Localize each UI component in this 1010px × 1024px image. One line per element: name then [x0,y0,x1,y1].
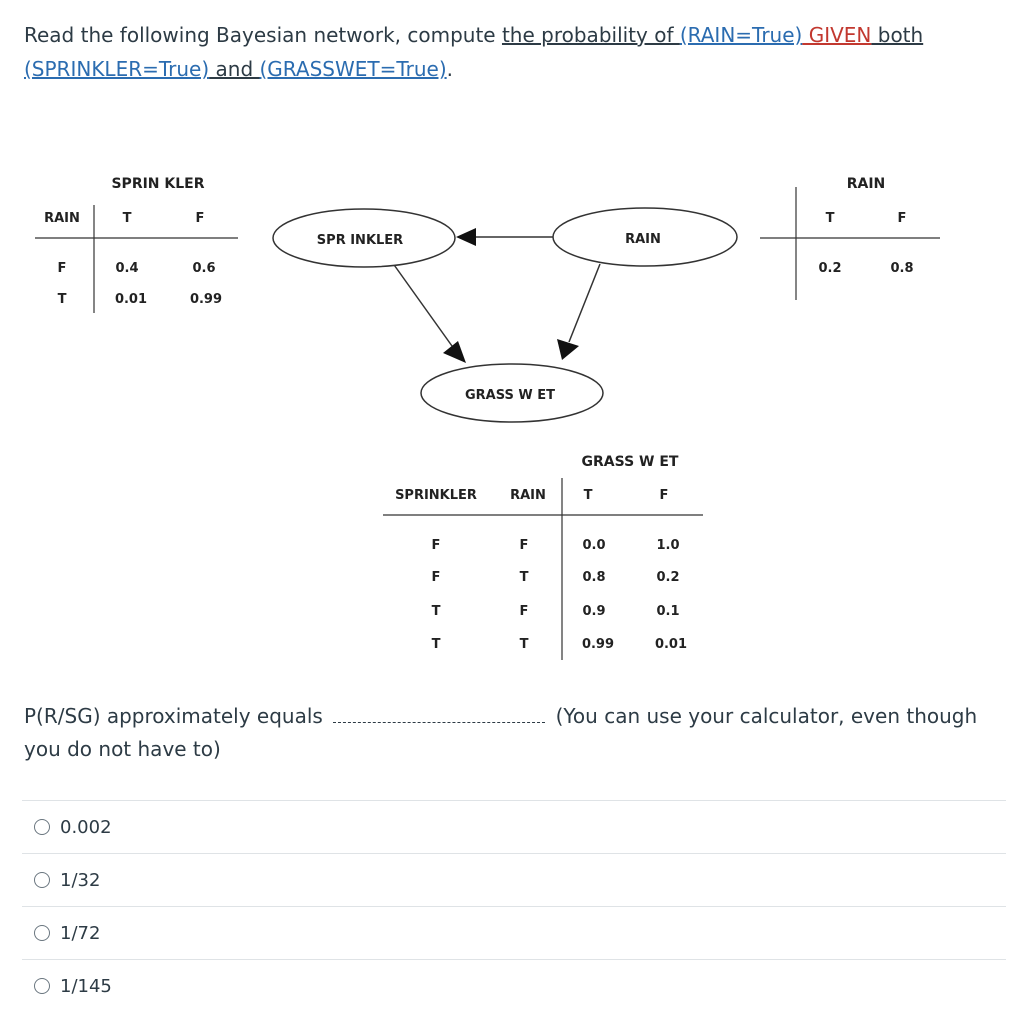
node-grasswet [421,364,603,422]
answer-prompt-lead: P(R/SG) approximately equals [24,704,323,728]
grasswet-row4-f: 0.01 [654,637,688,652]
arrowhead-sprinkler [456,228,476,246]
sprinkler-cpt-row1-f: 0.6 [192,261,216,276]
answer-prompt-tail: (You can use your calculator, even though you do not have to) [24,704,978,761]
arrowhead-grasswet-left [443,341,466,363]
grasswet-row3-t: 0.9 [582,604,606,619]
option-label: 0.002 [60,816,112,838]
grasswet-row2-r: T [519,570,529,585]
grasswet-cpt-col-t: T [583,488,593,503]
radio-icon[interactable] [34,978,50,994]
sprinkler-cpt-row1-rain: F [57,261,67,276]
grasswet-cpt-title: GRASS W ET [581,454,679,470]
arrowhead-grasswet-right [557,339,579,360]
grasswet-row1-f: 1.0 [656,538,680,553]
option-label: 1/145 [60,975,112,997]
grasswet-row2-f: 0.2 [656,570,680,585]
sprinkler-cpt-col-t: T [122,211,132,226]
grasswet-row2-s: F [431,570,441,585]
grasswet-row2-t: 0.8 [582,570,606,585]
option-1-32[interactable] [22,853,1006,906]
grasswet-row1-s: F [431,538,441,553]
radio-icon[interactable] [34,872,50,888]
edge-sprinkler-to-grasswet [392,262,452,346]
rain-cpt-col-f: F [897,211,907,226]
option-1-145[interactable] [22,959,1006,1012]
answer-blank [333,706,545,723]
radio-icon[interactable] [34,819,50,835]
question-underline-1: the probability of [501,23,680,47]
sprinkler-cpt-row1-t: 0.4 [115,261,139,276]
radio-icon[interactable] [34,925,50,941]
question-sprinkler-true: (SPRINKLER=True) [24,57,210,81]
node-sprinkler [273,209,455,267]
answer-options [22,800,1006,1012]
edge-rain-to-grasswet [569,264,600,342]
option-1-72[interactable] [22,906,1006,959]
grasswet-row4-r: T [519,637,529,652]
sprinkler-cpt-table [35,176,238,313]
question-text [24,18,984,86]
node-sprinkler-label: SPR INKLER [316,233,404,248]
rain-cpt-value-t: 0.2 [818,261,842,276]
option-0002[interactable] [22,800,1006,853]
option-label: 1/72 [60,922,101,944]
question-and: and [209,57,260,81]
sprinkler-cpt-title: SPRIN KLER [111,176,205,192]
question-rain-true: (RAIN=True) [679,23,803,47]
grasswet-cpt-table [383,454,703,660]
grasswet-row1-t: 0.0 [582,538,606,553]
grasswet-row4-s: T [431,637,441,652]
rain-cpt-table [760,176,940,300]
question-intro: Read the following Bayesian network, compute [24,23,502,47]
bayesian-network-diagram [0,150,1010,660]
question-period: . [446,57,453,81]
node-rain [553,208,737,266]
rain-cpt-value-f: 0.8 [890,261,914,276]
option-label: 1/32 [60,869,101,891]
sprinkler-cpt-row2-rain: T [57,292,67,307]
rain-cpt-title: RAIN [846,176,886,192]
grasswet-row3-f: 0.1 [656,604,680,619]
grasswet-row4-t: 0.99 [581,637,615,652]
sprinkler-cpt-col-f: F [195,211,205,226]
grasswet-row3-s: T [431,604,441,619]
rain-cpt-col-t: T [825,211,835,226]
node-grasswet-label: GRASS W ET [464,388,556,403]
sprinkler-cpt-row2-f: 0.99 [189,292,223,307]
answer-prompt [24,700,999,766]
sprinkler-cpt-row2-t: 0.01 [114,292,148,307]
question-given: GIVEN [802,23,872,47]
node-rain-label: RAIN [625,232,661,247]
grasswet-cpt-parent2-header: RAIN [510,488,546,503]
grasswet-cpt-parent1-header: SPRINKLER [395,488,477,503]
grasswet-row1-r: F [519,538,529,553]
sprinkler-cpt-parent-header: RAIN [44,211,80,226]
question-grasswet-true: (GRASSWET=True) [259,57,447,81]
question-both: both [871,23,924,47]
grasswet-cpt-col-f: F [659,488,669,503]
grasswet-row3-r: F [519,604,529,619]
